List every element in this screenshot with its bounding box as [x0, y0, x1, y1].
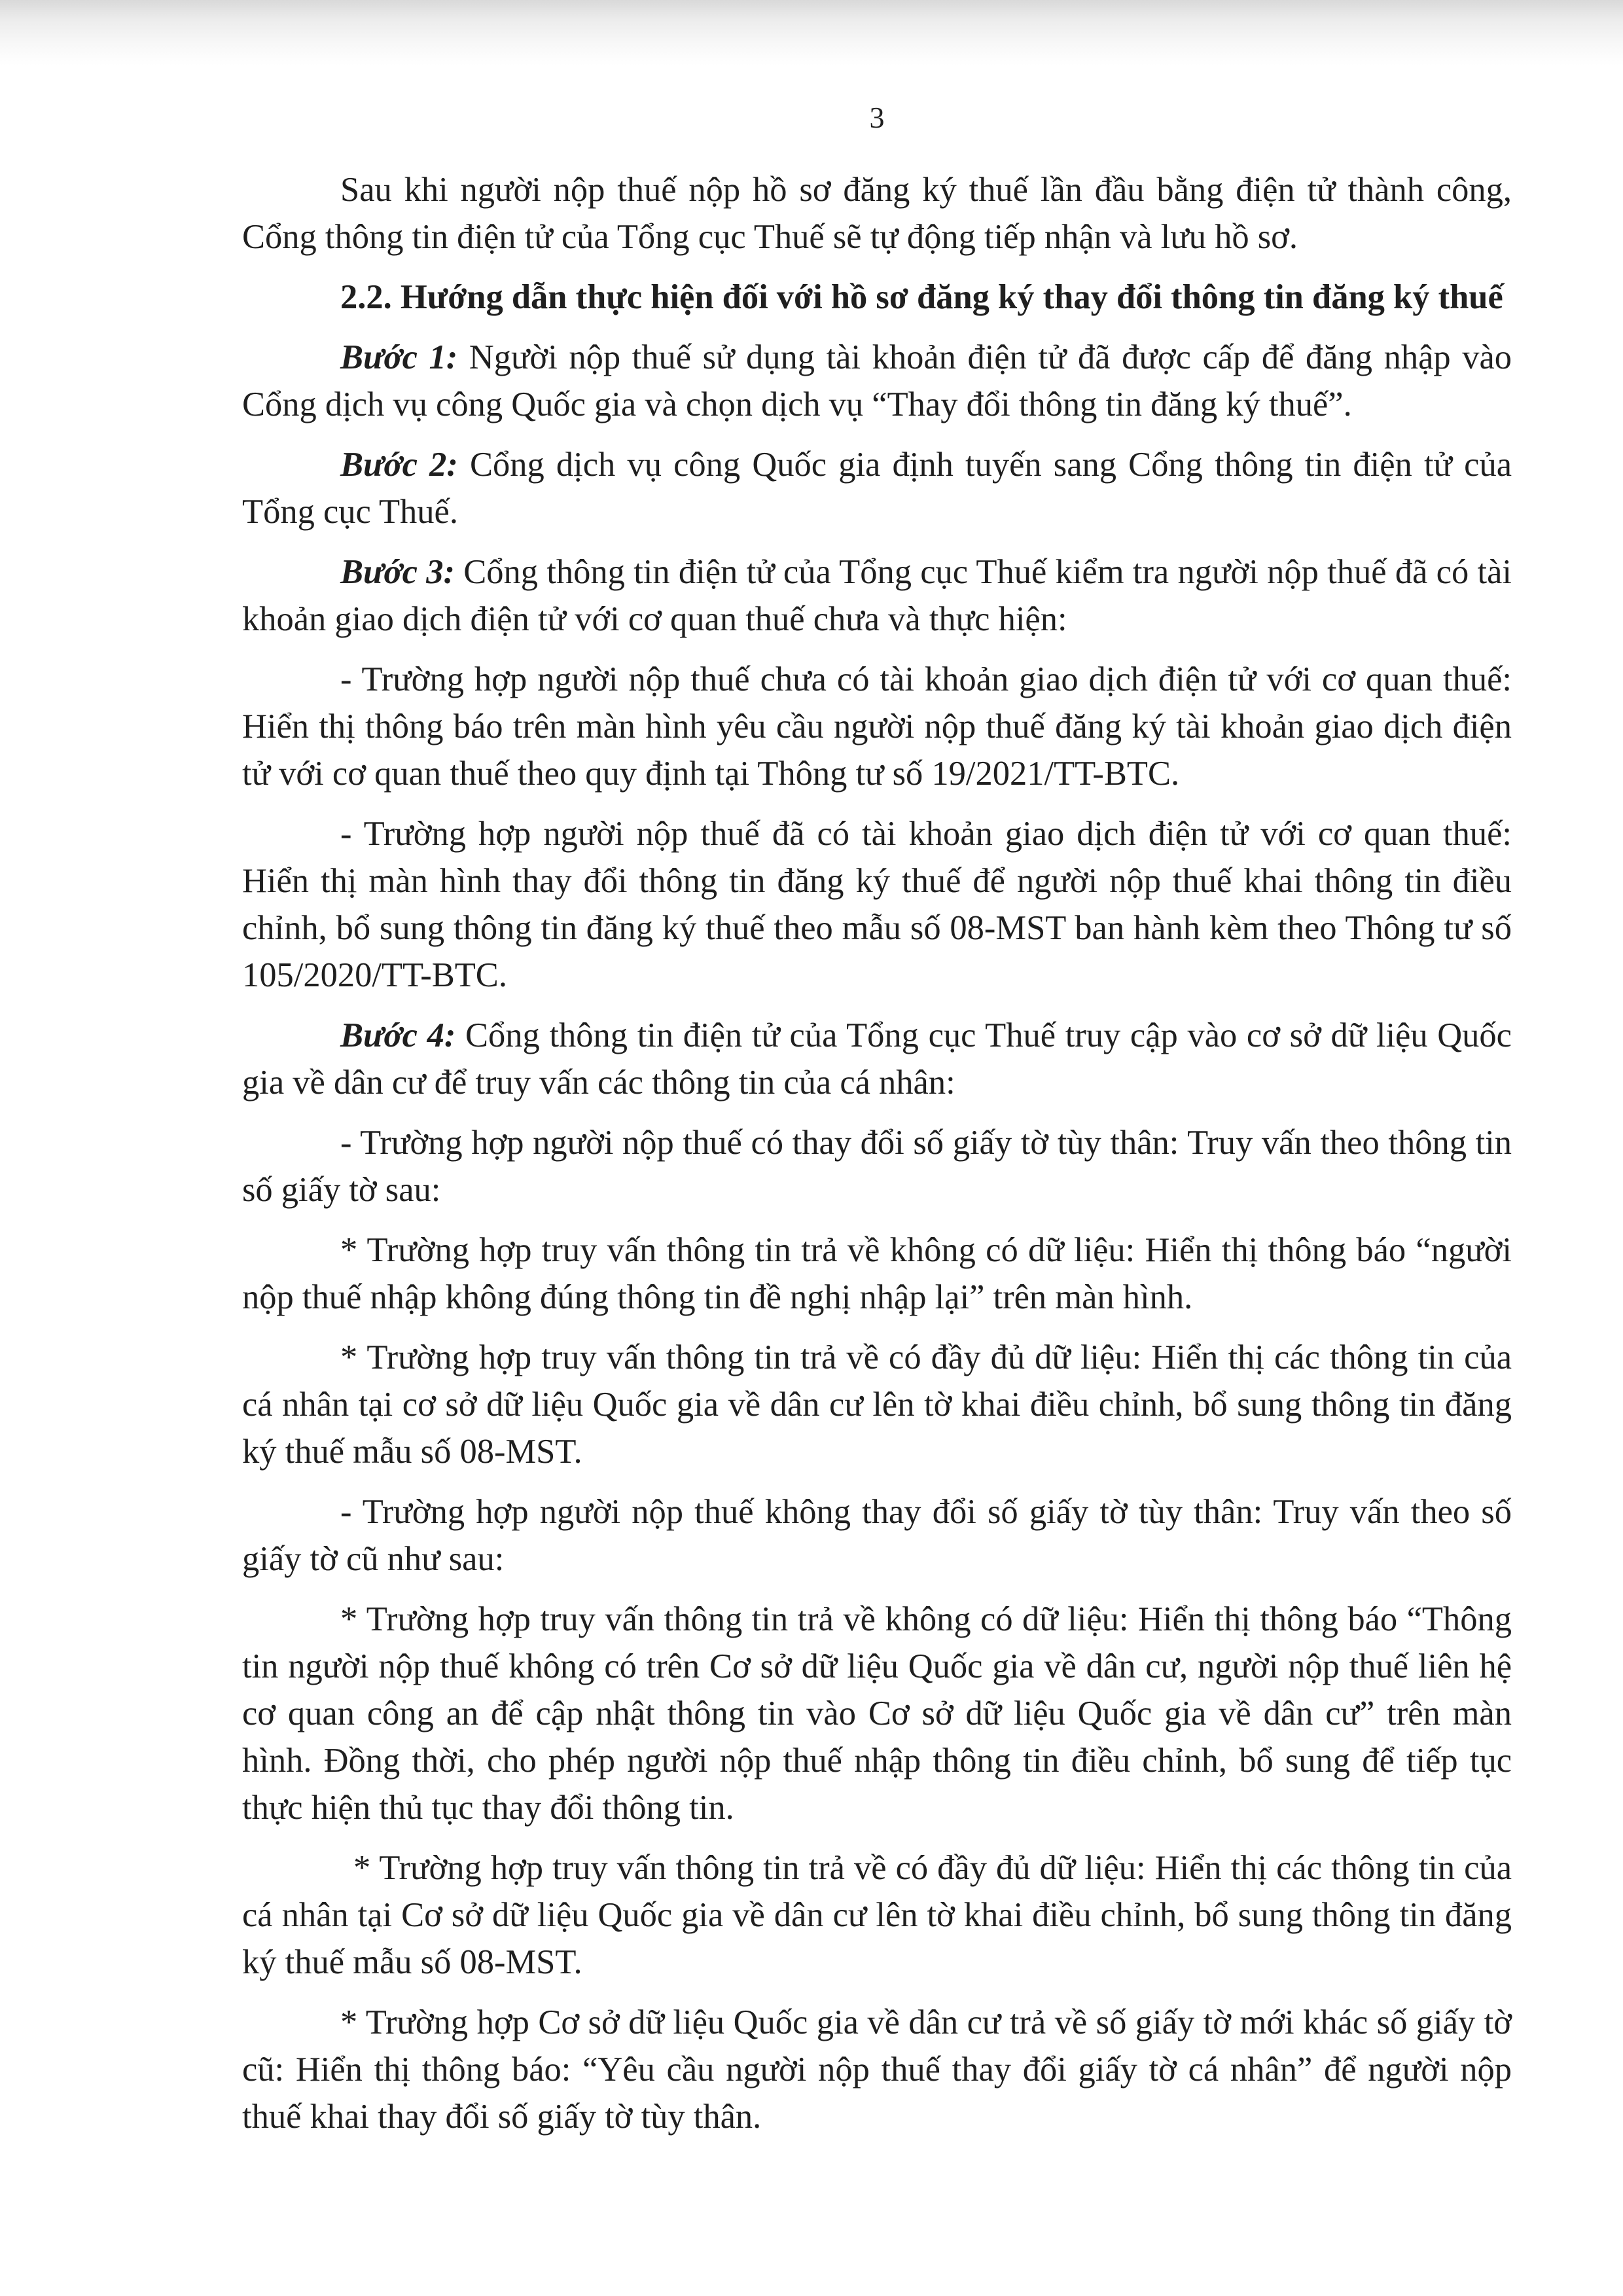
paragraph-step-4-case-1-b: * Trường hợp truy vấn thông tin trả về có đầy đủ dữ liệu: Hiển thị các thông tin của cá nhân tại cơ sở dữ liệu Quốc gia về dân cư lên tờ khai điều chỉnh, bổ sung thông tin đăng ký thuế mẫu số 08-MST. [242, 1338, 1512, 1471]
step-1-label: Bước 1: [340, 338, 458, 376]
document-page [242, 98, 1512, 2153]
step-2-label: Bước 2: [340, 446, 458, 484]
paragraph-step-4-case-2: - Trường hợp người nộp thuế không thay đổi số giấy tờ tùy thân: Truy vấn theo số giấy tờ cũ như sau: [242, 1493, 1512, 1578]
paragraph-step-1 [242, 334, 1512, 428]
scan-shadow [0, 0, 1623, 65]
step-4-text: Cổng thông tin điện tử của Tổng cục Thuế truy cập vào cơ sở dữ liệu Quốc gia về dân cư để truy vấn các thông tin của cá nhân: [242, 1016, 1512, 1102]
paragraph-step-3 [242, 548, 1512, 643]
page-number: 3 [869, 101, 885, 134]
step-1-text: Người nộp thuế sử dụng tài khoản điện tử đã được cấp để đăng nhập vào Cổng dịch vụ công Quốc gia và chọn dịch vụ “Thay đổi thông tin đăng ký thuế”. [242, 338, 1512, 423]
section-heading-2-2: 2.2. Hướng dẫn thực hiện đối với hồ sơ đăng ký thay đổi thông tin đăng ký thuế [340, 278, 1503, 316]
paragraph-step-4-case-2-b: * Trường hợp truy vấn thông tin trả về có đầy đủ dữ liệu: Hiển thị các thông tin của cá nhân tại Cơ sở dữ liệu Quốc gia về dân cư lên tờ khai điều chỉnh, bổ sung thông tin đăng ký thuế mẫu số 08-MST. [242, 1849, 1512, 1981]
paragraph-step-3-case-1: - Trường hợp người nộp thuế chưa có tài khoản giao dịch điện tử với cơ quan thuế: Hiển thị thông báo trên màn hình yêu cầu người nộp thuế đăng ký tài khoản giao dịch điện tử với cơ quan thuế theo quy định tại Thông tư số 19/2021/TT-BTC. [242, 660, 1512, 793]
step-3-label: Bước 3: [340, 553, 455, 591]
paragraph-intro: Sau khi người nộp thuế nộp hồ sơ đăng ký thuế lần đầu bằng điện tử thành công, Cổng thông tin điện tử của Tổng cục Thuế sẽ tự động tiếp nhận và lưu hồ sơ. [242, 171, 1512, 256]
paragraph-step-4-case-1: - Trường hợp người nộp thuế có thay đổi số giấy tờ tùy thân: Truy vấn theo thông tin số giấy tờ sau: [242, 1124, 1512, 1209]
paragraph-step-4 [242, 1012, 1512, 1106]
paragraph-step-4-case-1-a: * Trường hợp truy vấn thông tin trả về không có dữ liệu: Hiển thị thông báo “người nộp thuế nhập không đúng thông tin đề nghị nhập lại” trên màn hình. [242, 1231, 1512, 1316]
step-3-text: Cổng thông tin điện tử của Tổng cục Thuế kiểm tra người nộp thuế đã có tài khoản giao dịch điện tử với cơ quan thuế chưa và thực hiện: [242, 553, 1512, 638]
paragraph-step-4-case-2-a: * Trường hợp truy vấn thông tin trả về không có dữ liệu: Hiển thị thông báo “Thông tin người nộp thuế không có trên Cơ sở dữ liệu Quốc gia về dân cư, người nộp thuế liên hệ cơ quan công an để cập nhật thông tin vào Cơ sở dữ liệu Quốc gia về dân cư” trên màn hình. Đồng thời, cho phép người nộp thuế nhập thông tin điều chỉnh, bổ sung để tiếp tục thực hiện thủ tục thay đổi thông tin. [242, 1600, 1512, 1827]
step-4-label: Bước 4: [340, 1016, 456, 1054]
paragraph-step-4-case-2-c: * Trường hợp Cơ sở dữ liệu Quốc gia về dân cư trả về số giấy tờ mới khác số giấy tờ cũ: Hiển thị thông báo: “Yêu cầu người nộp thuế thay đổi giấy tờ cá nhân” để người nộp thuế khai thay đổi số giấy tờ tùy thân. [242, 2003, 1512, 2136]
paragraph-step-3-case-2: - Trường hợp người nộp thuế đã có tài khoản giao dịch điện tử với cơ quan thuế: Hiển thị màn hình thay đổi thông tin đăng ký thuế để người nộp thuế khai thông tin điều chỉnh, bổ sung thông tin đăng ký thuế theo mẫu số 08-MST ban hành kèm theo Thông tư số 105/2020/TT-BTC. [242, 815, 1512, 994]
step-2-text: Cổng dịch vụ công Quốc gia định tuyến sang Cổng thông tin điện tử của Tổng cục Thuế. [242, 446, 1512, 531]
paragraph-step-2 [242, 441, 1512, 535]
